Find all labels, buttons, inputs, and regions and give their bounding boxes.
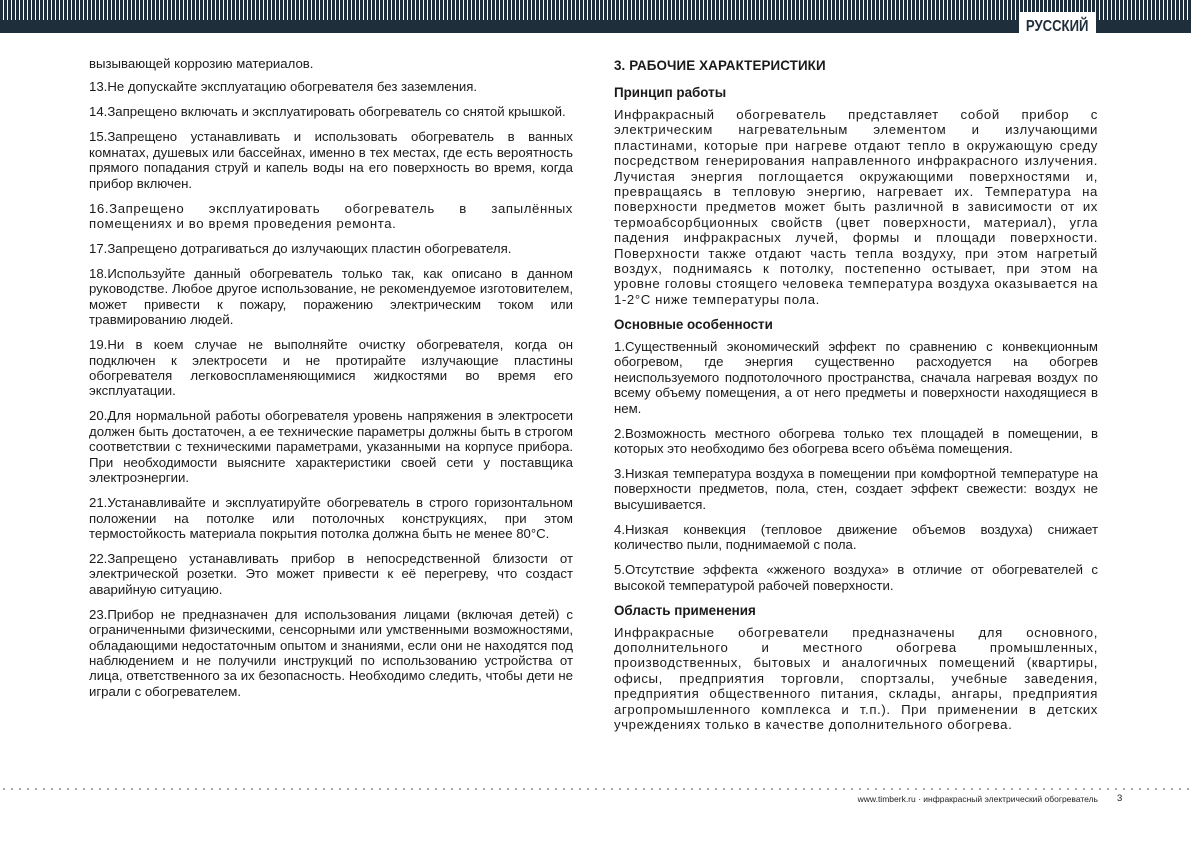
feature-item: 4.Низкая конвекция (тепловое движение объемов воздуха) снижает количество пыли, поднимаемой с пола. <box>614 521 1098 553</box>
paragraph: вызывающей коррозию материалов. <box>89 56 314 71</box>
language-label: РУССКИЙ <box>1026 18 1089 35</box>
application-heading: Область применения <box>614 602 756 618</box>
principle-heading: Принцип работы <box>614 85 727 100</box>
footer-text: www.timberk.ru · инфракрасный электрический обогреватель <box>857 794 1098 804</box>
section-title: 3. РАБОЧИЕ ХАРАКТЕРИСТИКИ <box>614 58 826 73</box>
paragraph: 14.Запрещено включать и эксплуатировать обогреватель со снятой крышкой. <box>89 104 566 120</box>
left-column <box>89 56 573 709</box>
paragraph: 23.Прибор не предназначен для использования лицами (включая детей) с ограниченными физическими, сенсорными или умственными возможностями, обладающими недостаточным опытом и знаниями, если они не находятся под наблюдением и не получили инструкций по использованию устройства от лица, ответственного за их безопасность. Необходимо следить, чтобы дети не играли с обогревателем. <box>89 606 573 699</box>
paragraph: 19.Ни в коем случае не выполняйте очистку обогревателя, когда он подключен к электросети и не протирайте излучающие пластины обогревателя легковоспламеняющимися жидкостями во время его эксплуатации. <box>89 337 573 399</box>
paragraph: 16.Запрещено эксплуатировать обогреватель в запылённых помещениях и во время проведения ремонта. <box>89 200 573 232</box>
paragraph: 17.Запрещено дотрагиваться до излучающих пластин обогревателя. <box>89 241 512 257</box>
header-solid-band <box>0 20 1191 33</box>
feature-item: 3.Низкая температура воздуха в помещении при комфортной температуре на поверхности предметов, пола, стен, создает эффект свежести: воздух не высушивается. <box>614 465 1098 512</box>
paragraph: 22.Запрещено устанавливать прибор в непосредственной близости от электрической розетки. Это может привести к её перегреву, что создаст аварийную ситуацию. <box>89 550 573 597</box>
paragraph: 20.Для нормальной работы обогревателя уровень напряжения в электросети должен быть достаточен, а ее технические параметры должны быть в строгом соответствии с техническими параметрами, указанными на корпусе прибора. При необходимости выясните характеристики своей сети у поставщика электроэнергии. <box>89 408 573 486</box>
paragraph: 13.Не допускайте эксплуатацию обогревателя без заземления. <box>89 79 478 95</box>
language-tab <box>1019 12 1096 38</box>
principle-text: Инфракрасный обогреватель представляет собой прибор с электрическим нагревательным элементом и излучающими пластинами, которые при нагреве отдают тепло в окружающую среду посредством генерирования направленного инфракрасного излучения. Лучистая энергия поглощается окружающими поверхностями и, превращаясь в тепловую энергию, нагревает их. Температура на поверхности предметов может быть различной в зависимости от их термоабсорбционных свойств (цвет поверхности, материал), угла падения инфракрасных лучей, формы и площади поверхности. Поверхности также отдают часть тепла воздуху, при этом нагретый воздух, поднимаясь к потолку, постепенно остывает, при этом на уровне головы стоящего человека температура воздуха оказывается на 1-2°C ниже температуры пола. <box>614 107 1098 307</box>
feature-item: 2.Возможность местного обогрева только тех площадей в помещении, в которых это необходимо без обогрева всего объёма помещения. <box>614 425 1098 456</box>
features-heading: Основные особенности <box>614 316 773 332</box>
paragraph: 15.Запрещено устанавливать и использовать обогреватель в ванных комнатах, душевых или бассейнах, именно в тех местах, где есть вероятность прямого попадания струй и капель воды на его поверхность во время, когда прибор включен. <box>89 129 573 191</box>
feature-item: 1.Существенный экономический эффект по сравнению с конвекционным обогревом, где энергия существенно расходуется на обогрев неиспользуемого подпотолочного пространства, сначала нагревая воздух по всему объему помещения, а от него предметы и поверхности находящиеся в нем. <box>614 338 1098 416</box>
paragraph: 18.Используйте данный обогреватель только так, как описано в данном руководстве. Любое другое использование, не рекомендуемое изготовителем, может привести к пожару, поражению электрическим током или травмированию людей. <box>89 266 573 328</box>
right-column <box>614 56 1098 742</box>
dotted-divider <box>0 788 1191 790</box>
feature-item: 5.Отсутствие эффекта «жженого воздуха» в отличие от обогревателей с высокой температурой рабочей поверхности. <box>614 562 1098 593</box>
page-number: 3 <box>1117 793 1123 804</box>
application-text: Инфракрасные обогреватели предназначены для основного, дополнительного и местного обогрева промышленных, производственных, бытовых и аналогичных помещений (квартиры, офисы, предприятия торговли, спортзалы, учебные заведения, предприятия общественного питания, склады, ангары, предприятия агропромышленного комплекса и т.п.). При применении в детских учреждениях только в качестве дополнительного обогрева. <box>614 624 1098 732</box>
paragraph: 21.Устанавливайте и эксплуатируйте обогреватель в строго горизонтальном положении на потолке или потолочных конструкциях, при этом термостойкость материала покрытия потолка должна быть не менее 80°C. <box>89 495 573 541</box>
